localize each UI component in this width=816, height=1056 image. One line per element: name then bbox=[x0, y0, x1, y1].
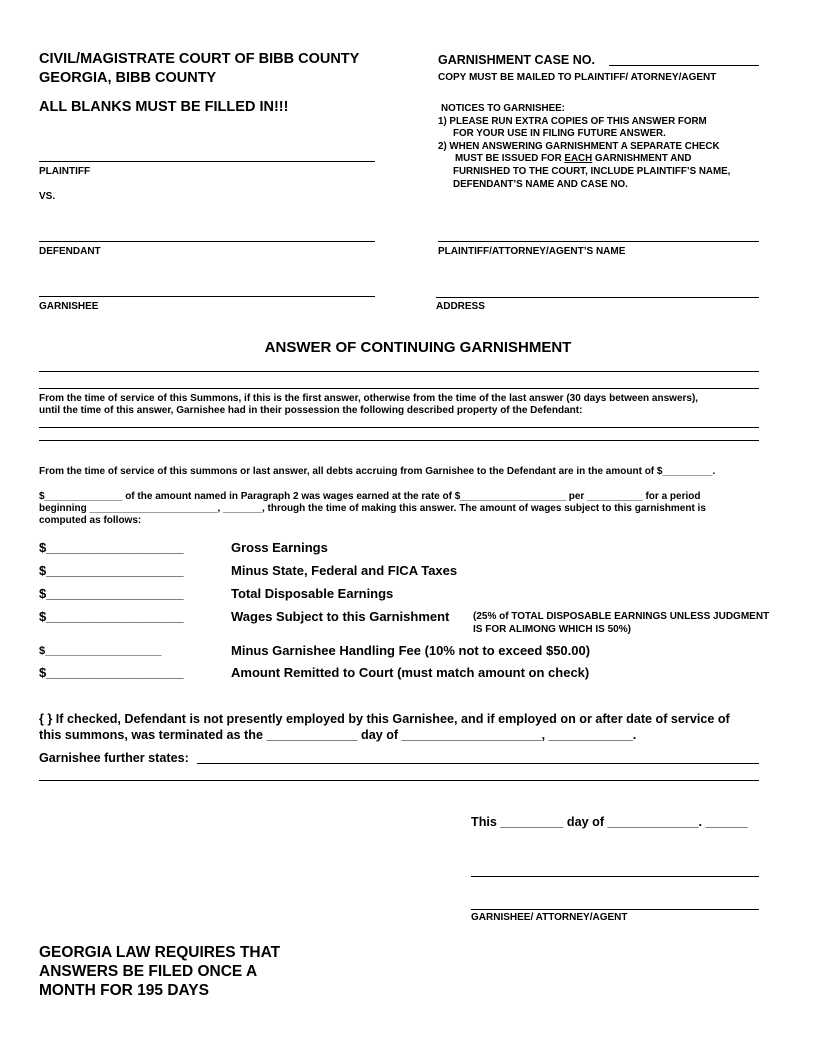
vs-label: VS. bbox=[39, 191, 56, 202]
answer-line-1[interactable] bbox=[39, 371, 759, 372]
notice-2-line1: 2) WHEN ANSWERING GARNISHMENT A SEPARATE CHECK bbox=[438, 140, 720, 152]
wages-subject-note-line2: IS FOR ALIMONG WHICH IS 50%) bbox=[473, 624, 631, 635]
wages-subject-label: Wages Subject to this Garnishment bbox=[231, 609, 450, 624]
taxes-label: Minus State, Federal and FICA Taxes bbox=[231, 563, 458, 578]
para3-line2: beginning _______________________, _______, through the time of making this answer. The amount of wages subject to this garnishment is bbox=[39, 503, 706, 514]
disposable-earnings-label: Total Disposable Earnings bbox=[231, 586, 394, 601]
para2-debts: From the time of service of this summons or last answer, all debts accruing from Garnishee to the Defendant are in the amount of $_________. bbox=[39, 466, 716, 477]
taxes-amount[interactable]: $___________________ bbox=[39, 563, 184, 578]
signature-date-line[interactable]: This _________ day of _____________. ______ bbox=[471, 815, 748, 829]
case-no-label-text: GARNISHMENT CASE NO. bbox=[438, 53, 595, 67]
footer-line1: GEORGIA LAW REQUIRES THAT bbox=[39, 944, 281, 961]
property-line-2[interactable] bbox=[39, 440, 759, 441]
footer-line3: MONTH FOR 195 DAYS bbox=[39, 982, 209, 999]
para1-line2: until the time of this answer, Garnishee had in their possession the following described property of the Defendant: bbox=[39, 405, 583, 416]
copy-notice: COPY MUST BE MAILED TO PLAINTIFF/ ATORNEY/AGENT bbox=[438, 72, 717, 83]
notice-2-line4: DEFENDANT’S NAME AND CASE NO. bbox=[453, 178, 628, 190]
amount-remitted-amount[interactable]: $___________________ bbox=[39, 665, 184, 680]
notice-2-each: EACH bbox=[564, 153, 593, 165]
notice-2-line2c: GARNISHMENT AND bbox=[592, 153, 692, 165]
answer-title: ANSWER OF CONTINUING GARNISHMENT bbox=[264, 339, 572, 356]
termination-checkbox-line1[interactable]: { } If checked, Defendant is not presently employed by this Garnishee, and if employed on or after date of service of bbox=[39, 712, 730, 726]
termination-line2: this summons, was terminated as the _____________ day of ____________________, ____________. bbox=[39, 728, 637, 742]
handling-fee-label: Minus Garnishee Handling Fee (10% not to exceed $50.00) bbox=[231, 643, 591, 658]
notice-1-line2: FOR YOUR USE IN FILING FUTURE ANSWER. bbox=[453, 128, 666, 140]
plaintiff-agent-name-label: PLAINTIFF/ATTORNEY/AGENT’S NAME bbox=[438, 246, 626, 257]
notice-2-line2 bbox=[438, 153, 730, 166]
signer-label: GARNISHEE/ ATTORNEY/AGENT bbox=[471, 912, 628, 923]
property-line-1[interactable] bbox=[39, 427, 759, 428]
gross-earnings-label: Gross Earnings bbox=[231, 540, 328, 555]
signature-field-1[interactable] bbox=[471, 876, 759, 877]
court-title-line1: CIVIL/MAGISTRATE COURT OF BIBB COUNTY bbox=[39, 51, 360, 67]
wages-subject-note-line1: (25% of TOTAL DISPOSABLE EARNINGS UNLESS JUDGMENT bbox=[473, 611, 770, 622]
notices-title: NOTICES TO GARNISHEE: bbox=[441, 103, 565, 114]
case-no-field[interactable] bbox=[609, 65, 759, 66]
footer-line2: ANSWERS BE FILED ONCE A bbox=[39, 963, 258, 980]
notice-2-line3: FURNISHED TO THE COURT, INCLUDE PLAINTIFF’S NAME, bbox=[453, 165, 731, 177]
notices-to-garnishee bbox=[438, 103, 730, 191]
court-title-line2: GEORGIA, BIBB COUNTY bbox=[39, 70, 217, 86]
notice-2-line2a: MUST BE ISSUED FOR bbox=[455, 153, 565, 165]
plaintiff-label: PLAINTIFF bbox=[39, 166, 91, 177]
answer-line-2[interactable] bbox=[39, 388, 759, 389]
disposable-earnings-amount[interactable]: $___________________ bbox=[39, 586, 184, 601]
address-field[interactable] bbox=[436, 297, 759, 298]
wages-subject-amount[interactable]: $___________________ bbox=[39, 609, 184, 624]
further-states-field-2[interactable] bbox=[39, 780, 759, 781]
amount-remitted-label: Amount Remitted to Court (must match amount on check) bbox=[231, 665, 590, 680]
plaintiff-field[interactable] bbox=[39, 161, 375, 162]
garnishee-field[interactable] bbox=[39, 296, 375, 297]
plaintiff-agent-name-field[interactable] bbox=[438, 241, 759, 242]
garnishee-label: GARNISHEE bbox=[39, 301, 99, 312]
blanks-notice: ALL BLANKS MUST BE FILLED IN!!! bbox=[39, 99, 289, 115]
para3-line1: $______________ of the amount named in Paragraph 2 was wages earned at the rate of $___________________ per __________ for a period bbox=[39, 491, 701, 502]
case-no-label bbox=[438, 53, 595, 68]
further-states-field-1[interactable] bbox=[197, 763, 759, 764]
gross-earnings-amount[interactable]: $___________________ bbox=[39, 540, 184, 555]
para3-line3: computed as follows: bbox=[39, 515, 142, 526]
notice-1-line1: 1) PLEASE RUN EXTRA COPIES OF THIS ANSWER FORM bbox=[438, 115, 707, 127]
defendant-label: DEFENDANT bbox=[39, 246, 101, 257]
further-states-label: Garnishee further states: bbox=[39, 751, 189, 765]
handling-fee-amount[interactable]: $___________________ bbox=[39, 645, 162, 657]
signature-field-2[interactable] bbox=[471, 909, 759, 910]
para1-line1: From the time of service of this Summons, if this is the first answer, otherwise from the time of the last answer (30 days between answers), bbox=[39, 393, 699, 404]
defendant-field[interactable] bbox=[39, 241, 375, 242]
address-label: ADDRESS bbox=[436, 301, 485, 312]
